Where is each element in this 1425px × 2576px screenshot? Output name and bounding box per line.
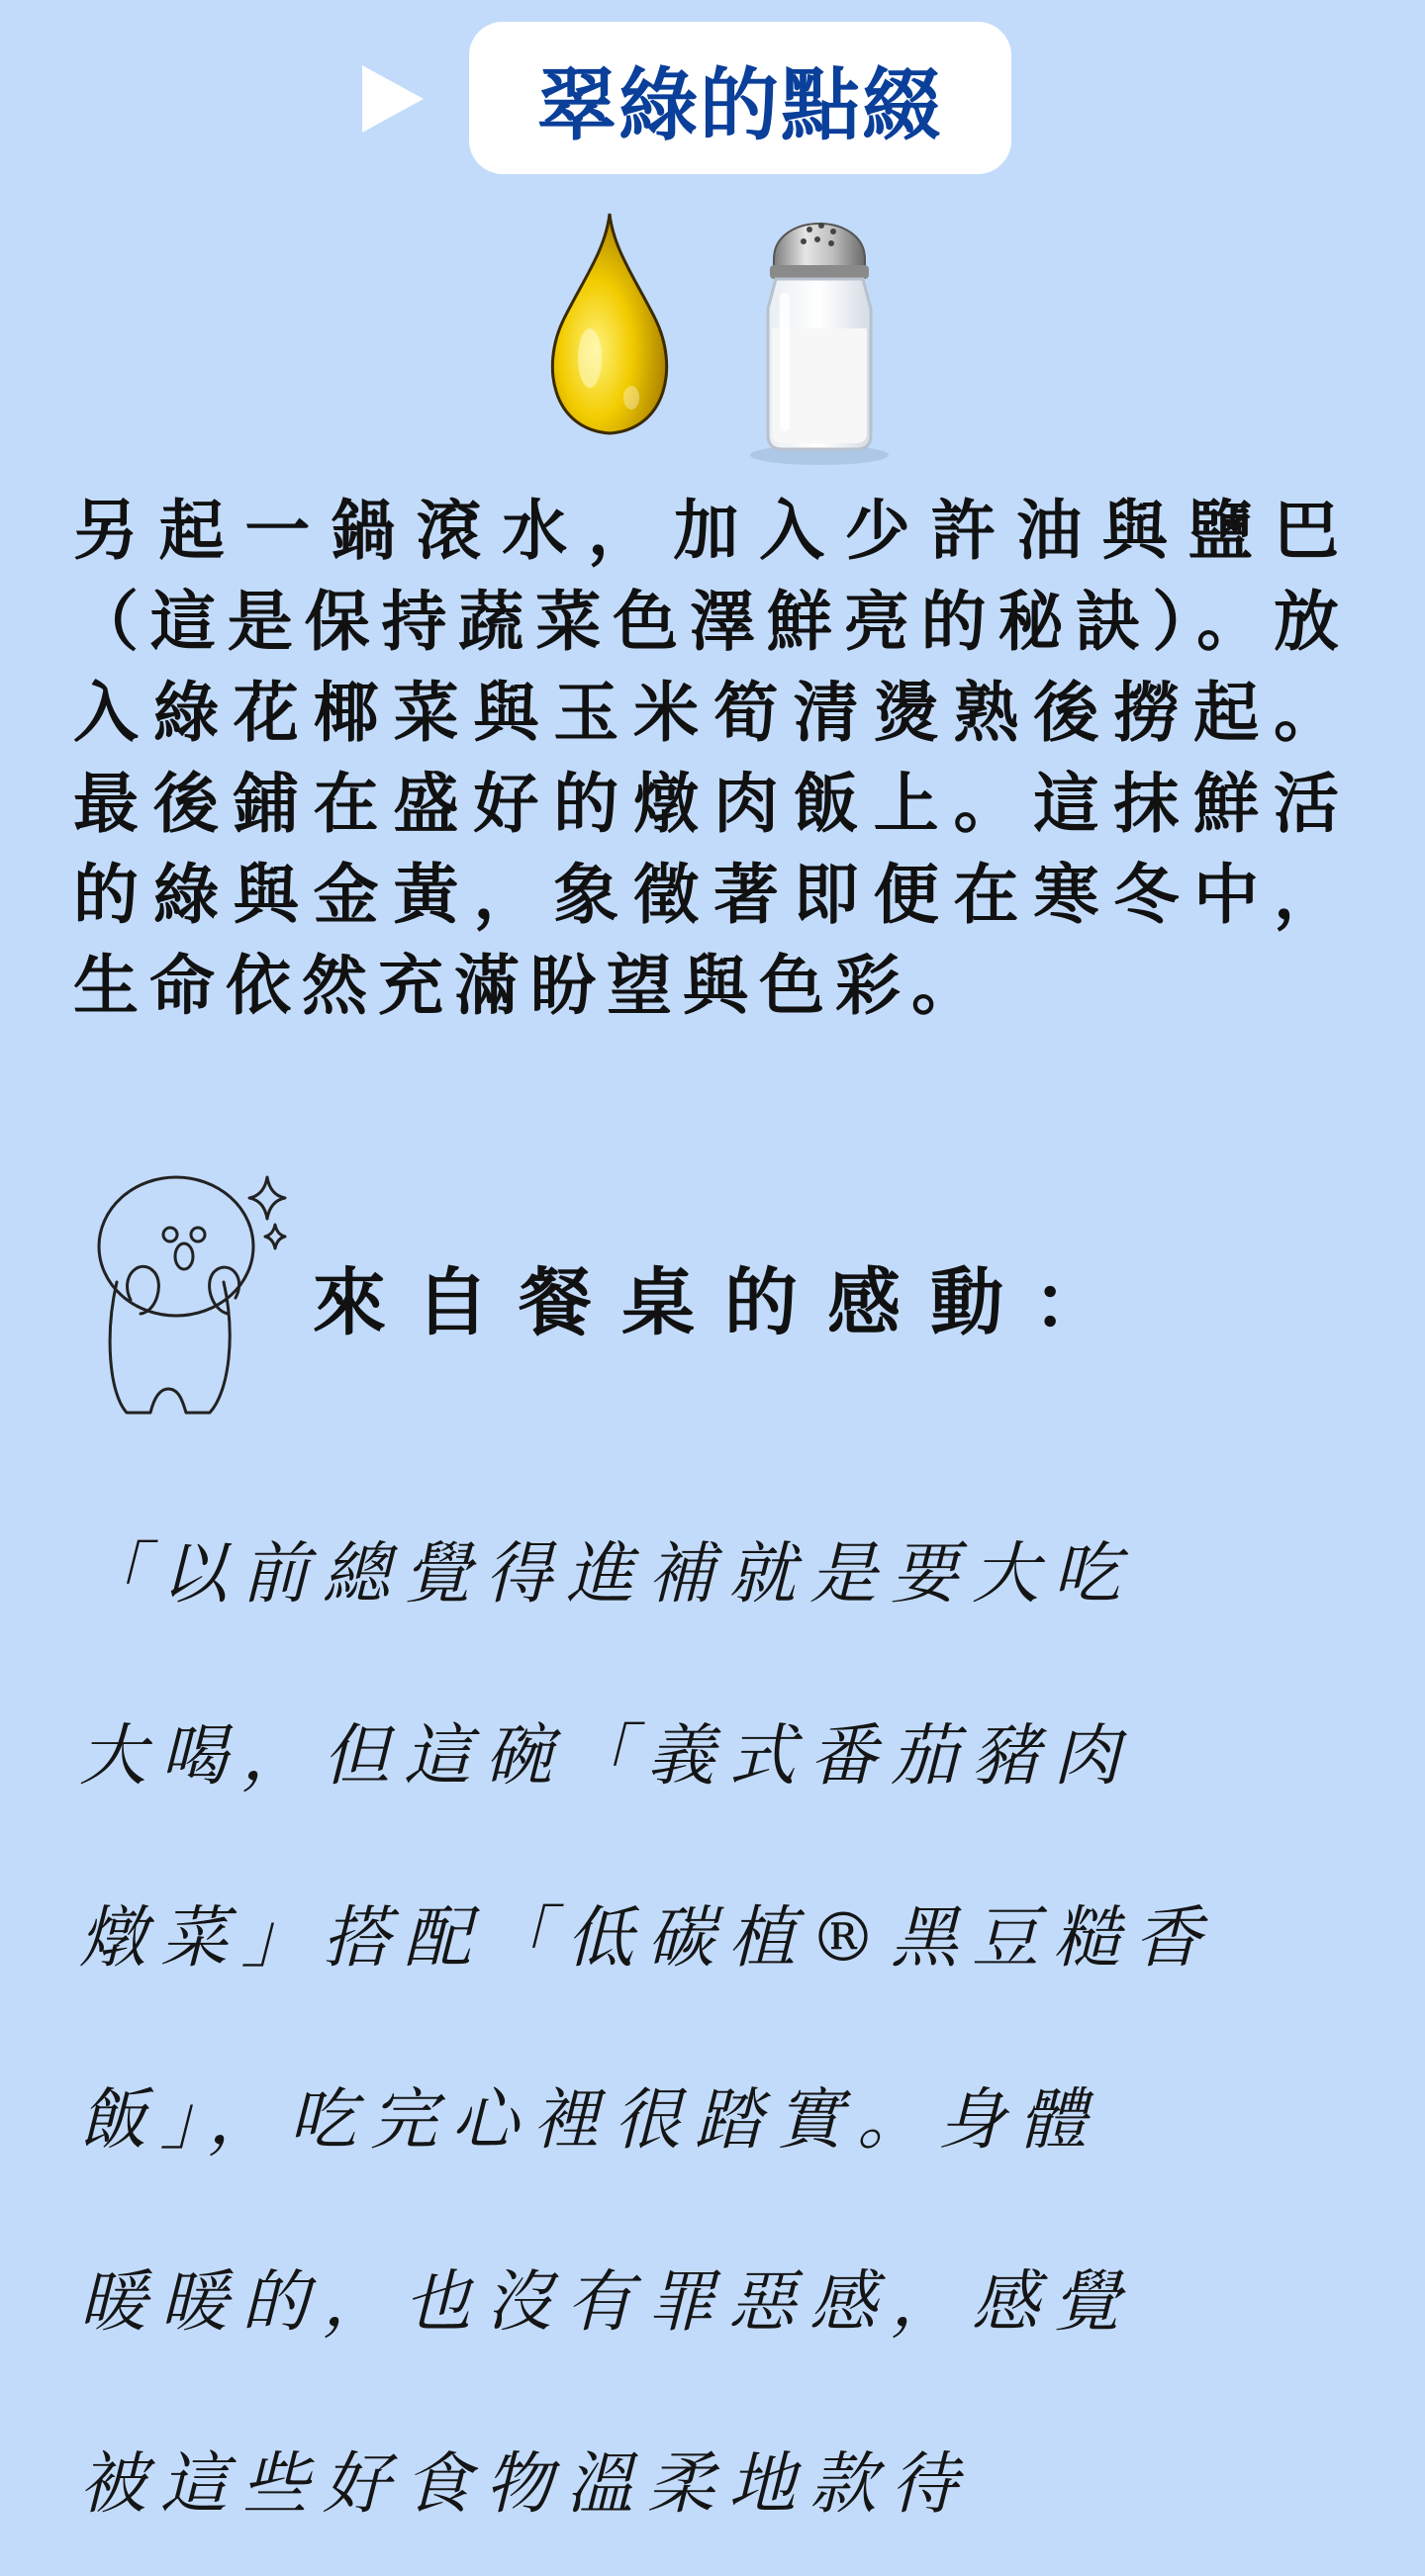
intro-paragraph: 另起一鍋滾水，加入少許油與鹽巴（這是保持蔬菜色澤鮮亮的秘訣）。放入綠花椰菜與玉米筍清燙熟後撈起。最後鋪在盛好的燉肉飯上。這抹鮮活的綠與金黃，象徵著即便在寒冬中，生命依然充滿盼望與色彩。 [73,492,1350,1024]
quote-line: 飯」，吃完心裡很踏實。身體 [79,2081,1101,2160]
salt-shaker-icon [740,190,899,467]
quote-line: 大喝，但這碗「義式番茄豬肉 [79,1717,1135,1795]
section-heading: 來自餐桌的感動： [313,1260,1136,1345]
quote-line: 暖暖的，也沒有罪惡感，感覺 [79,2263,1135,2342]
play-arrow-icon [362,65,424,133]
quote-line: 燉菜」搭配「低碳植®黑豆糙香 [79,1899,1216,1978]
quote-line: 「以前總覺得進補就是要大吃 [79,1535,1135,1613]
quote-line: 被這些好食物溫柔地款待 [79,2445,973,2524]
excited-mascot-icon [91,1165,299,1425]
title-badge [469,22,1011,174]
sparkle-icon [249,1177,285,1248]
page-title: 翠綠的點綴 [537,57,943,151]
testimonial-quote [79,1484,1356,2576]
oil-drop-icon [540,210,679,439]
